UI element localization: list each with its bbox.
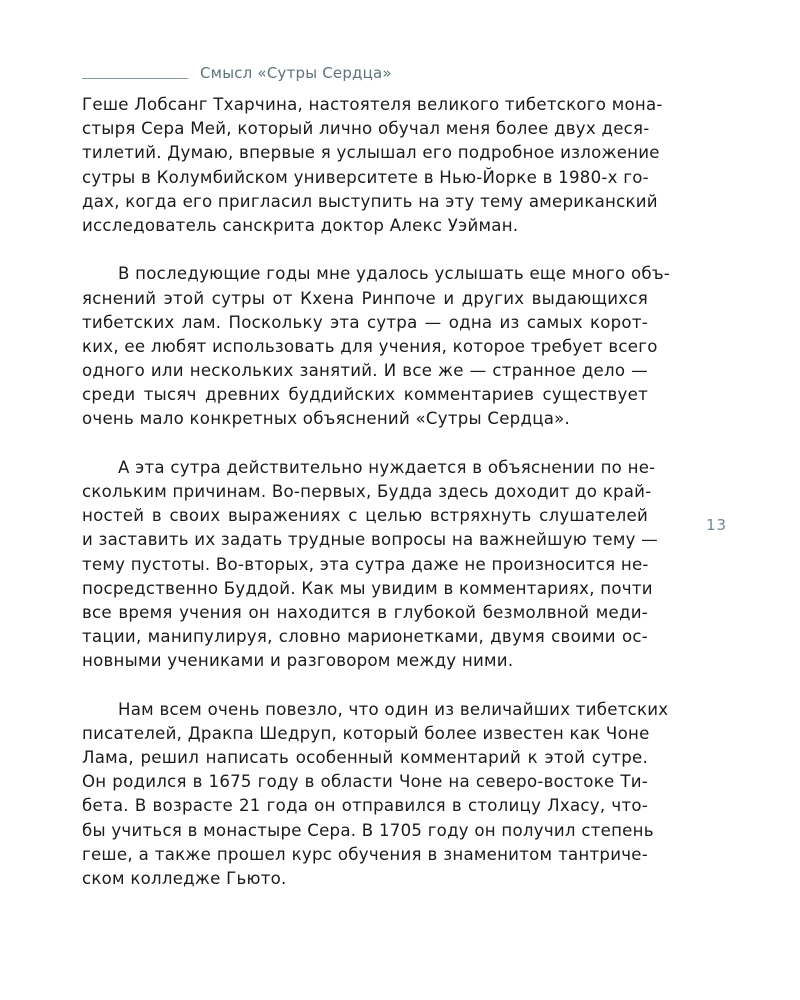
running-title: Смысл «Сутры Сердца» <box>200 64 392 82</box>
paragraph-4 <box>82 698 669 892</box>
text-line: дах, когда его пригласил выступить на эту тему американский <box>82 191 658 211</box>
text-line: геше, а также прошел курс обучения в знаменитом тантриче- <box>82 844 648 864</box>
header-rule <box>82 78 188 79</box>
text-line: Он родился в 1675 году в области Чоне на северо-востоке Ти- <box>82 772 648 792</box>
text-line: очень мало конкретных объяснений «Сутры Сердца». <box>82 409 571 429</box>
text-line: писателей, Дракпа Шедруп, который более известен как Чоне <box>82 723 650 743</box>
text-line: среди тысяч древних буддийских комментариев существует <box>82 385 648 405</box>
text-line: бы учиться в монастыре Сера. В 1705 году он получил степень <box>82 820 654 840</box>
text-line: ких, ее любят использовать для учения, которое требует всего <box>82 336 658 356</box>
text-line: Нам всем очень повезло, что один из величайших тибетских <box>118 699 669 719</box>
text-line: одного или нескольких занятий. И все же — странное дело — <box>82 361 648 381</box>
text-line: тибетских лам. Поскольку эта сутра — одна из самых корот- <box>82 312 648 332</box>
text-line: Геше Лобсанг Тхарчина, настоятеля великого тибетского мона- <box>82 95 663 114</box>
text-line: исследователь санскрита доктор Алекс Уэйман. <box>82 215 519 235</box>
text-line: все время учения он находится в глубокой безмолвной меди- <box>82 602 648 622</box>
body-text <box>82 93 671 915</box>
text-line: посредственно Буддой. Как мы увидим в комментариях, почти <box>82 578 653 598</box>
text-line: сутры в Колумбийском университете в Нью-Йорке в 1980-х го- <box>82 167 649 187</box>
text-line: скольким причинам. Во-первых, Будда здесь доходит до край- <box>82 482 652 501</box>
text-line: и заставить их задать трудные вопросы на важнейшую тему — <box>82 530 659 550</box>
text-line: ностей в своих выражениях с целью встряхнуть слушателей <box>82 506 648 526</box>
text-line: тему пустоты. Во-вторых, эта сутра даже не произносится не- <box>82 554 649 574</box>
paragraph-3 <box>82 456 659 674</box>
text-line: бета. В возрасте 21 года он отправился в столицу Лхасу, что- <box>82 796 648 816</box>
text-line: яснений этой сутры от Кхена Ринпоче и других выдающихся <box>82 288 648 308</box>
page-number: 13 <box>706 516 728 534</box>
running-header <box>82 64 702 86</box>
paragraph-2 <box>82 262 671 431</box>
text-line: новными учениками и разговором между ними. <box>82 651 514 671</box>
text-line: тации, манипулируя, словно марионетками, двумя своими ос- <box>82 627 648 647</box>
text-line: ском колледже Гьюто. <box>82 869 287 888</box>
paragraph-1 <box>82 93 663 238</box>
text-line: В последующие годы мне удалось услышать еще много объ- <box>118 264 671 284</box>
text-line: А эта сутра действительно нуждается в объяснении по не- <box>118 457 656 477</box>
text-line: Лама, решил написать особенный комментарий к этой сутре. <box>82 748 648 768</box>
text-line: тилетий. Думаю, впервые я услышал его подробное изложение <box>82 143 660 163</box>
text-line: стыря Сера Мей, который лично обучал меня более двух деся- <box>82 119 650 139</box>
